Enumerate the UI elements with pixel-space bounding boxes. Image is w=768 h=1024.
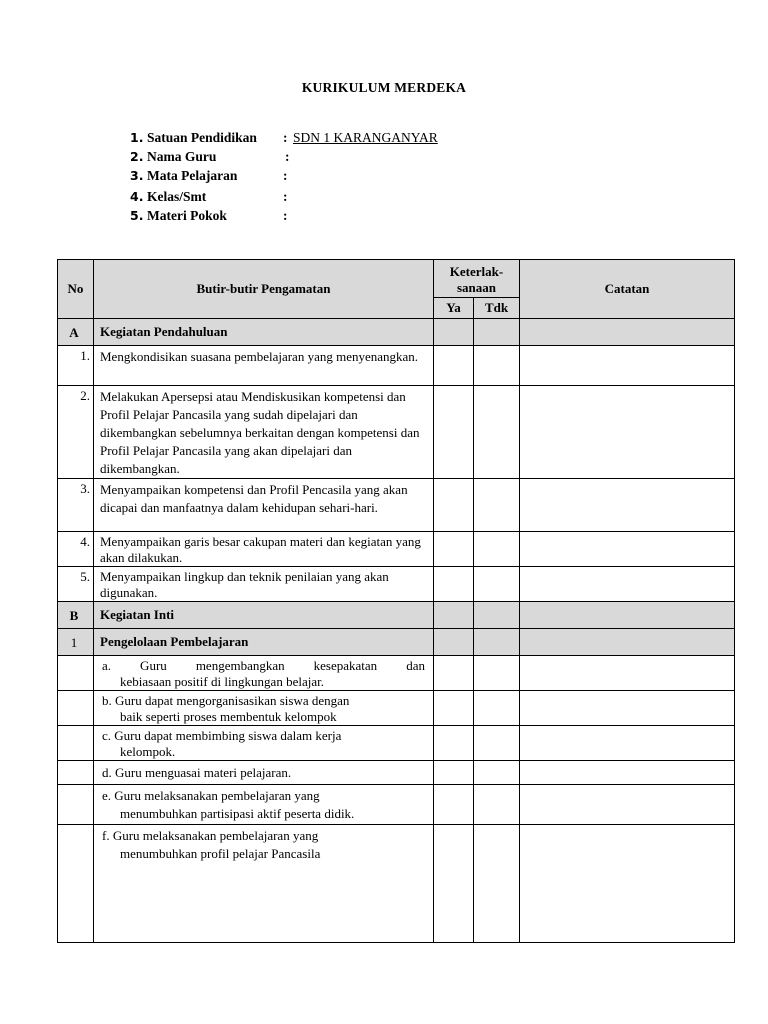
subsection-row-1 [58, 629, 735, 656]
check-no-cell[interactable] [474, 656, 520, 691]
identity-number: 5. [130, 208, 144, 223]
identity-number: 4. [130, 189, 144, 204]
row-number: 5. [58, 567, 94, 602]
check-yes-cell[interactable] [434, 726, 474, 761]
header-keterlaksanaan-line2: sanaan [456, 279, 497, 295]
check-yes-cell[interactable] [434, 386, 474, 479]
check-no-cell[interactable] [474, 825, 520, 943]
table-row [58, 726, 735, 761]
table-row [58, 825, 735, 943]
item-line-1: a. Guru mengembangkan kesepakatan dan [102, 658, 425, 673]
check-no-cell[interactable] [474, 691, 520, 726]
section-row-a [58, 319, 735, 346]
identity-row-teacher [130, 149, 290, 168]
identity-label: Kelas/Smt [147, 189, 207, 204]
check-no-cell[interactable] [474, 761, 520, 785]
observation-table [57, 259, 735, 943]
row-number: 2. [58, 386, 94, 479]
item-line-2: kelompok. [120, 744, 176, 759]
check-yes-cell[interactable] [434, 567, 474, 602]
identity-colon: : [283, 168, 288, 183]
table-row [58, 691, 735, 726]
notes-cell[interactable] [520, 656, 735, 691]
table-row [58, 346, 735, 386]
header-keterlaksanaan [434, 260, 520, 298]
observation-item: Menyampaikan kompetensi dan Profil Pencasila yang akan dicapai dan manfaatnya dalam kehidupan sehari-hari. [94, 479, 434, 532]
section-letter: A [58, 319, 94, 346]
item-line-2: kebiasaan positif di lingkungan belajar. [120, 674, 324, 689]
check-yes-cell[interactable] [434, 691, 474, 726]
section-letter: B [58, 602, 94, 629]
notes-cell[interactable] [520, 532, 735, 567]
observation-item [94, 761, 434, 785]
section-title: Kegiatan Inti [94, 602, 434, 629]
observation-item [94, 691, 434, 726]
identity-colon: : [283, 189, 288, 204]
section-row-b [58, 602, 735, 629]
identity-label: Satuan Pendidikan [147, 130, 257, 145]
table-row [58, 386, 735, 479]
header-no: No [58, 260, 94, 319]
table-row [58, 656, 735, 691]
check-no-cell[interactable] [474, 479, 520, 532]
notes-cell[interactable] [520, 726, 735, 761]
row-number: 4. [58, 532, 94, 567]
notes-cell[interactable] [520, 825, 735, 943]
table-row [58, 785, 735, 825]
identity-number: 1. [130, 130, 144, 145]
row-number: 3. [58, 479, 94, 532]
table-header-row [58, 260, 735, 298]
identity-row-class [130, 189, 288, 208]
item-line-2: menumbuhkan profil pelajar Pancasila [120, 846, 321, 861]
identity-colon: : [283, 130, 288, 145]
table-row [58, 479, 735, 532]
item-line-1: e. Guru melaksanakan pembelajaran yang [102, 788, 320, 803]
notes-cell[interactable] [520, 479, 735, 532]
check-no-cell[interactable] [474, 567, 520, 602]
observation-item [94, 726, 434, 761]
item-line-1: f. Guru melaksanakan pembelajaran yang [102, 828, 319, 843]
check-yes-cell[interactable] [434, 346, 474, 386]
check-yes-cell[interactable] [434, 825, 474, 943]
header-observation-items: Butir-butir Pengamatan [94, 260, 434, 319]
notes-cell[interactable] [520, 346, 735, 386]
header-no-done: Tdk [474, 298, 520, 319]
observation-item: Menyampaikan lingkup dan teknik penilaian yang akan digunakan. [94, 567, 434, 602]
notes-cell[interactable] [520, 761, 735, 785]
identity-colon: : [283, 208, 288, 223]
identity-row-subject [130, 168, 288, 189]
item-line-2: menumbuhkan partisipasi aktif peserta didik. [120, 806, 355, 821]
observation-item [94, 825, 434, 943]
check-no-cell[interactable] [474, 726, 520, 761]
check-yes-cell[interactable] [434, 656, 474, 691]
item-line-1: d. Guru menguasai materi pelajaran. [102, 765, 292, 780]
subsection-number: 1 [58, 629, 94, 656]
identity-row-topic [130, 208, 288, 227]
table-row [58, 532, 735, 567]
check-no-cell[interactable] [474, 386, 520, 479]
header-yes: Ya [434, 298, 474, 319]
check-no-cell[interactable] [474, 532, 520, 567]
observation-item: Melakukan Apersepsi atau Mendiskusikan kompetensi dan Profil Pelajar Pancasila yang sudah dipelajari dan dikembangkan sebelumnya berkaitan dengan kompetensi dan Profil Pelajar Pancasila yang akan dipelajari dan dikembangkan. [94, 386, 434, 479]
check-yes-cell[interactable] [434, 785, 474, 825]
check-no-cell[interactable] [474, 785, 520, 825]
school-name-value: SDN 1 KARANGANYAR [293, 130, 438, 145]
document-title: KURIKULUM MERDEKA [301, 80, 467, 95]
identity-block [130, 130, 438, 227]
row-number: 1. [58, 346, 94, 386]
identity-label: Nama Guru [147, 149, 217, 164]
notes-cell[interactable] [520, 691, 735, 726]
header-keterlaksanaan-line1: Keterlak- [449, 263, 504, 279]
observation-item [94, 785, 434, 825]
notes-cell[interactable] [520, 386, 735, 479]
notes-cell[interactable] [520, 785, 735, 825]
header-notes: Catatan [520, 260, 735, 319]
identity-label: Mata Pelajaran [147, 168, 238, 183]
check-yes-cell[interactable] [434, 479, 474, 532]
observation-item [94, 656, 434, 691]
observation-item: Menyampaikan garis besar cakupan materi dan kegiatan yang akan dilakukan. [94, 532, 434, 567]
identity-label: Materi Pokok [147, 208, 227, 223]
item-line-1: b. Guru dapat mengorganisasikan siswa dengan [102, 693, 350, 708]
identity-number: 3. [130, 168, 144, 183]
table-row [58, 567, 735, 602]
subsection-title: Pengelolaan Pembelajaran [94, 629, 434, 656]
check-no-cell[interactable] [474, 346, 520, 386]
table-row [58, 761, 735, 785]
check-yes-cell[interactable] [434, 532, 474, 567]
notes-cell[interactable] [520, 567, 735, 602]
identity-row-school [130, 130, 438, 149]
item-line-1: c. Guru dapat membimbing siswa dalam kerja [102, 728, 342, 743]
identity-colon: : [285, 149, 290, 164]
check-yes-cell[interactable] [434, 761, 474, 785]
item-line-2: baik seperti proses membentuk kelompok [120, 709, 337, 724]
section-title: Kegiatan Pendahuluan [94, 319, 434, 346]
observation-item: Mengkondisikan suasana pembelajaran yang menyenangkan. [94, 346, 434, 386]
identity-number: 2. [130, 149, 144, 164]
